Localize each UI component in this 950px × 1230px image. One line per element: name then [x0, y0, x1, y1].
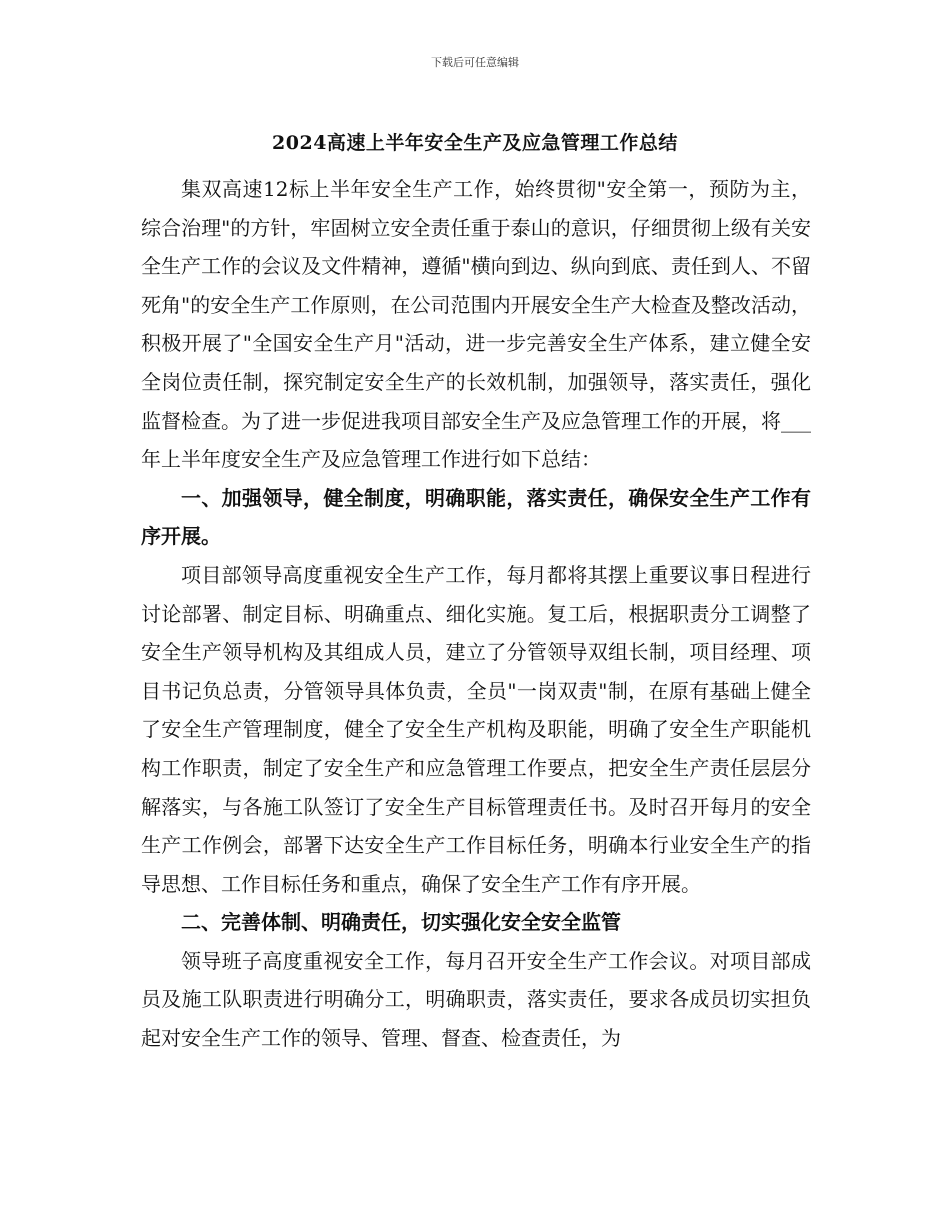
section-heading-1: 一、加强领导，健全制度，明确职能，落实责任，确保安全生产工作有序开展。	[141, 485, 811, 549]
section-2-paragraph: 领导班子高度重视安全工作，每月召开安全生产工作会议。对项目部成员及施工队职责进行明确分工，明确职责，落实责任，要求各成员切实担负起对安全生产工作的领导、管理、督查、检查责任，为	[141, 948, 811, 1051]
section-heading-2: 二、完善体制、明确责任，切实强化安全安全监管	[181, 910, 621, 935]
document-body	[141, 170, 811, 1058]
page-header: 下载后可任意编辑	[431, 56, 519, 69]
section-1-paragraph: 项目部领导高度重视安全生产工作，每月都将其摆上重要议事日程进行讨论部署、制定目标、明确重点、细化实施。复工后，根据职责分工调整了安全生产领导机构及其组成人员，建立了分管领导双组长制，项目经理、项目书记负总责，分管领导具体负责，全员"一岗双责"制，在原有基础上健全了安全生产管理制度，健全了安全生产机构及职能，明确了安全生产职能机构工作职责，制定了安全生产和应急管理工作要点，把安全生产责任层层分解落实，与各施工队签订了安全生产目标管理责任书。及时召开每月的安全生产工作例会，部署下达安全生产工作目标任务，明确本行业安全生产的指导思想、工作目标任务和重点，确保了安全生产工作有序开展。	[141, 562, 811, 896]
intro-paragraph: 集双高速12标上半年安全生产工作，始终贯彻"安全第一，预防为主，综合治理"的方针，牢固树立安全责任重于泰山的意识，仔细贯彻上级有关安全生产工作的会议及文件精神，遵循"横向到边、纵向到底、责任到人、不留死角"的安全生产工作原则，在公司范围内开展安全生产大检查及整改活动，积极开展了"全国安全生产月"活动，进一步完善安全生产体系，建立健全安全岗位责任制，探究制定安全生产的长效机制，加强领导，落实责任，强化监督检查。为了进一步促进我项目部安全生产及应急管理工作的开展，将___年上半年度安全生产及应急管理工作进行如下总结：	[141, 177, 811, 472]
document-title: 2024高速上半年安全生产及应急管理工作总结	[272, 132, 678, 154]
